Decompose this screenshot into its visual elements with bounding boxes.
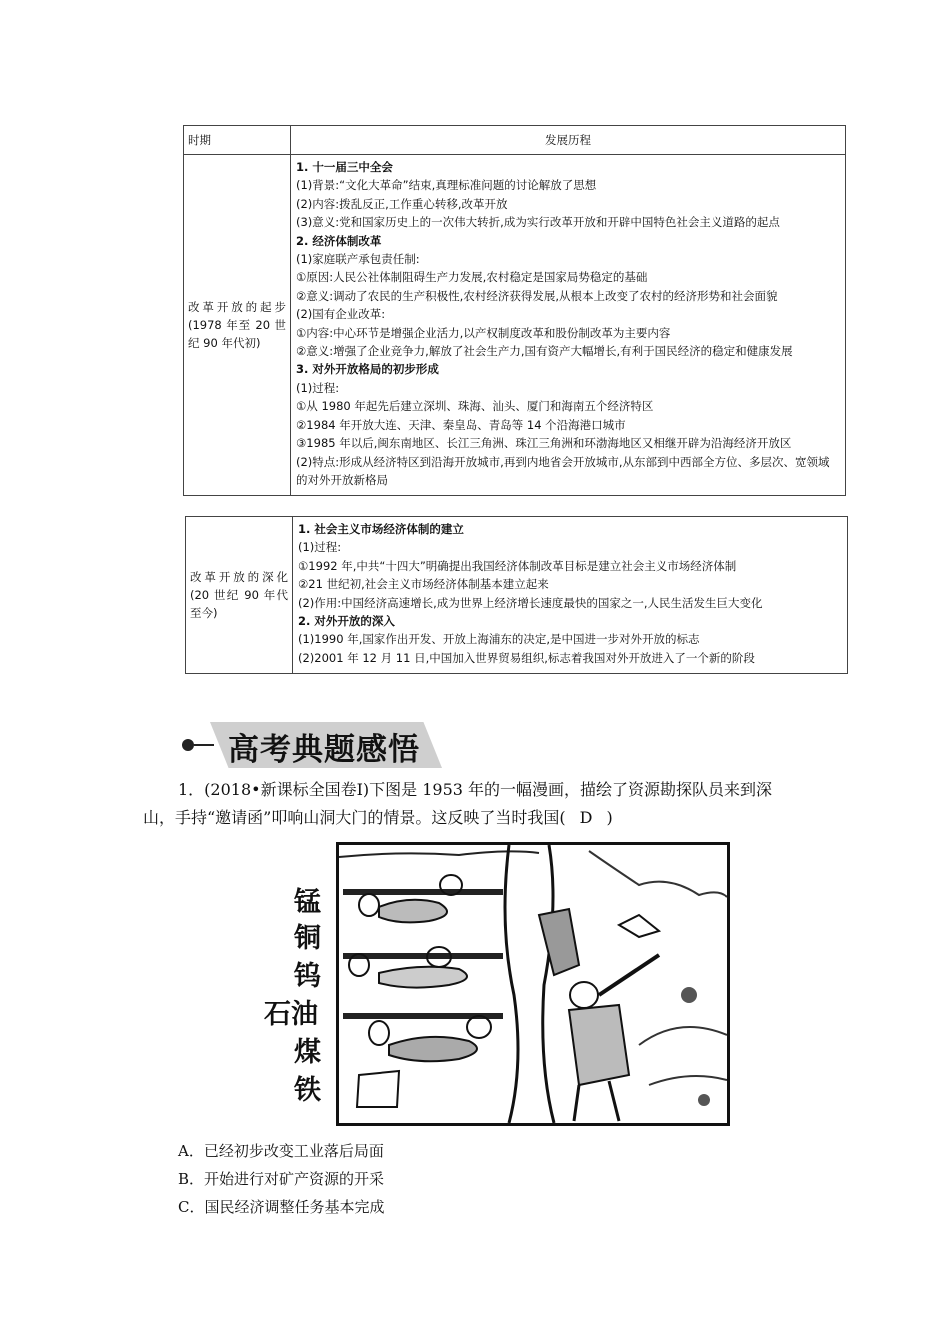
history-line: (1)家庭联产承包责任制: (296, 252, 420, 267)
bullet-dot-icon (182, 739, 194, 751)
history-line: (1)过程: (296, 380, 340, 395)
history-line: (2)作用:中国经济高速增长,成为世界上经济增长速度最快的国家之一,人民生活发生巨大变化 (298, 595, 763, 610)
question-stem-line1: 1．(2018•新课标全国卷Ⅰ)下图是 1953 年的一幅漫画，描绘了资源勘探队员来到深 (178, 780, 773, 799)
history-line: ②1984 年开放大连、天津、秦皇岛、青岛等 14 个沿海港口城市 (296, 417, 626, 432)
history-cell (293, 517, 848, 674)
history-line: (1)过程: (298, 540, 342, 555)
history-heading: 1. 社会主义市场经济体制的建立 (298, 522, 464, 536)
history-heading: 1. 十一届三中全会 (296, 160, 393, 174)
development-table-part1 (183, 125, 846, 496)
cartoon-drawing (336, 842, 730, 1126)
section-banner (176, 720, 446, 770)
history-heading: 2. 对外开放的深入 (298, 614, 395, 629)
history-line: (2)国有企业改革: (296, 307, 386, 322)
history-line: (2)2001 年 12 月 11 日,中国加入世界贸易组织,标志着我国对外开放进入了一个新的阶段 (298, 650, 755, 665)
cartoon-label: 铁 (294, 1075, 321, 1106)
cartoon-label: 锰 (294, 887, 321, 918)
question-stem-line2 (143, 804, 613, 832)
history-line: (1)背景:“文化大革命”结束,真理标准问题的讨论解放了思想 (296, 178, 597, 193)
option-b[interactable]: B．开始进行对矿产资源的开采 (178, 1170, 385, 1188)
history-line: (2)内容:拨乱反正,工作重心转移,改革开放 (296, 196, 508, 211)
history-line: (2)特点:形成从经济特区到沿海开放城市,再到内地省会开放城市,从东部到中西部全方位、多层次、宽领域的对外开放新格局 (296, 454, 830, 487)
history-cell (291, 155, 846, 496)
option-c[interactable]: C．国民经济调整任务基本完成 (178, 1198, 385, 1216)
history-line: ②意义:调动了农民的生产积极性,农村经济获得发展,从根本上改变了农村的经济形势和社会面貌 (296, 288, 778, 303)
answer-letter: D (579, 808, 593, 827)
history-line: (1)1990 年,国家作出开发、开放上海浦东的决定,是中国进一步对外开放的标志 (298, 632, 700, 647)
header-history: 发展历程 (291, 126, 846, 155)
cartoon-label: 煤 (294, 1037, 321, 1068)
period-cell: 改革开放的深化(20 世纪 90 年代至今) (186, 517, 293, 674)
question-stem-text: 山，手持“邀请函”叩响山洞大门的情景。这反映了当时我国( (143, 808, 566, 827)
banner-line (194, 744, 214, 746)
history-line: ③1985 年以后,闽东南地区、长江三角洲、珠江三角洲和环渤海地区又相继开辟为沿海经济开放区 (296, 436, 792, 451)
history-line: ①原因:人民公社体制阻碍生产力发展,农村稳定是国家局势稳定的基础 (296, 270, 648, 285)
cartoon-label: 石油 (264, 999, 318, 1030)
cartoon-label: 钨 (294, 961, 321, 992)
section-title: 高考典题感悟 (228, 732, 420, 768)
history-heading: 2. 经济体制改革 (296, 233, 382, 248)
header-period: 时期 (184, 126, 291, 155)
history-line: ②21 世纪初,社会主义市场经济体制基本建立起来 (298, 577, 549, 592)
history-line: ①从 1980 年起先后建立深圳、珠海、汕头、厦门和海南五个经济特区 (296, 399, 654, 414)
table-row (184, 155, 846, 496)
development-table-part2 (185, 516, 848, 674)
history-line: (3)意义:党和国家历史上的一次伟大转折,成为实行改革开放和开辟中国特色社会主义道路的起点 (296, 215, 780, 230)
question-stem-close: ) (606, 808, 613, 827)
history-line: ①1992 年,中共“十四大”明确提出我国经济体制改革目标是建立社会主义市场经济体制 (298, 558, 737, 573)
option-a[interactable]: A．已经初步改变工业落后局面 (178, 1142, 384, 1160)
history-line: ②意义:增强了企业竞争力,解放了社会生产力,国有资产大幅增长,有利于国民经济的稳定和健康发展 (296, 344, 793, 359)
history-line: ①内容:中心环节是增强企业活力,以产权制度改革和股份制改革为主要内容 (296, 325, 671, 340)
table-row (186, 517, 848, 674)
period-cell: 改革开放的起步(1978 年至 20 世纪 90 年代初) (184, 155, 291, 496)
history-heading: 3. 对外开放格局的初步形成 (296, 362, 439, 377)
cartoon-figure (262, 838, 728, 1126)
cartoon-label: 铜 (294, 923, 321, 954)
table-header-row (184, 126, 846, 155)
cartoon-illustration (339, 845, 727, 1123)
